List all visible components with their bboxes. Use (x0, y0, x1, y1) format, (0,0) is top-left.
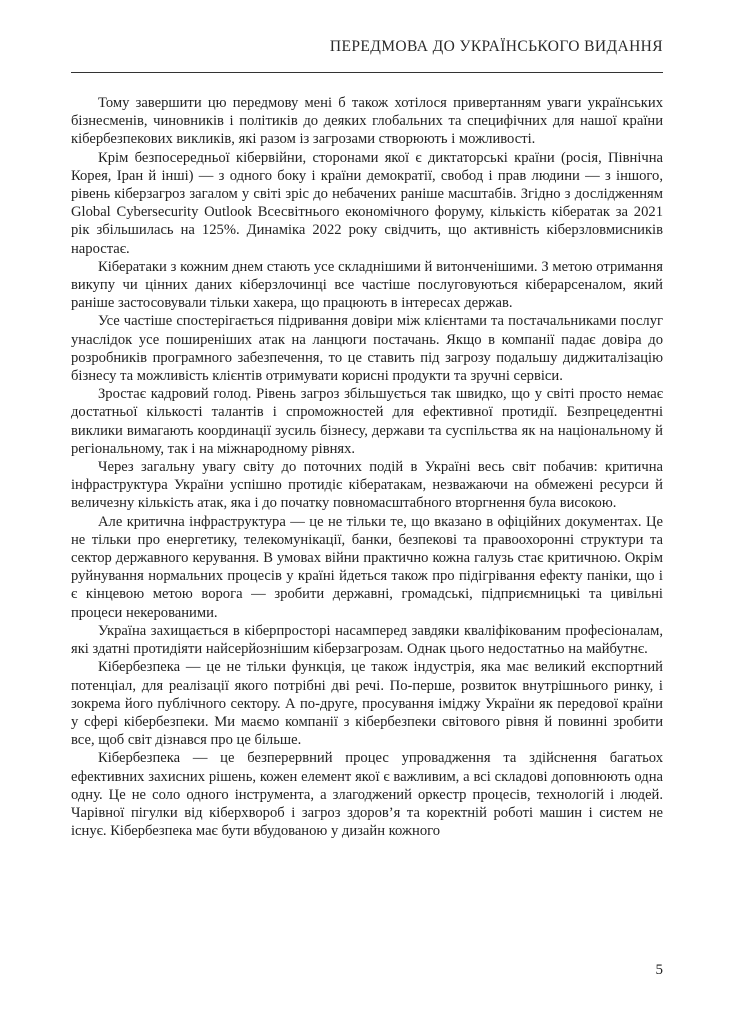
paragraph: Зростає кадровий голод. Рівень загроз збільшується так швидко, що у світі просто немає достатньої кількості талантів і спроможностей для ефективної протидії. Безпрецедентні виклики вимагають координації зусиль бізнесу, держави та суспільства як на національному й регіональному, так і на міжнародному рівнях. (71, 386, 663, 457)
header-rule (71, 72, 663, 73)
paragraph: Кібербезпека — це безперервний процес упровадження та здійснення багатьох ефективних захисних рішень, кожен елемент якої є важливим, а всі складові доповнюють одна одну. Це не соло одного інструмента, а злагоджений оркестр процесів, технологій і людей. Чарівної пігулки від кіберхвороб і загроз здоров’я та коректній роботі машин і систем не існує. Кібербезпека має бути вбудованою у дизайн кожного (71, 750, 663, 840)
paragraph: Але критична інфраструктура — це не тільки те, що вказано в офіційних документах. Це не тільки про енергетику, телекомунікації, банки, безпекові та правоохоронні структури та сектор державного керування. В умовах війни практично кожна галузь стає критичною. Окрім руйнування нормальних процесів у країні йдеться також про підігрівання ефекту паніки, що і є кінцевою метою ворога — зробити державні, громадські, підприємницькі та цивільні процеси некерованими. (71, 513, 663, 621)
body-text (71, 94, 663, 840)
paragraph: Через загальну увагу світу до поточних подій в Україні весь світ побачив: критична інфраструктура України успішно протидіє кібератакам, незважаючи на обмежені ресурси й величезну кількість атак, яка і до початку повномасштабного вторгнення була високою. (71, 459, 663, 512)
page-number: 5 (655, 962, 663, 978)
paragraph: Кібербезпека — це не тільки функція, це також індустрія, яка має великий експортний потенціал, для реалізації якого потрібні дві речі. По-перше, розвиток внутрішнього ринку, і зокрема його публічного сектору. А по-друге, просування іміджу України як передової країни у сфері кібербезпеки. Ми маємо компанії з кібербезпеки світового рівня й повинні зробити все, щоб світ дізнався про це більше. (71, 659, 663, 749)
paragraph: Усе частіше спостерігається підривання довіри між клієнтами та постачальниками послуг унаслідок усе поширеніших атак на ланцюги постачань. Якщо в компанії падає довіра до розробників програмного забезпечення, то це ставить під загрозу подальшу диджиталізацію бізнесу та можливість клієнтів отримувати корисні продукти та зручні сервіси. (71, 313, 663, 385)
paragraph: Тому завершити цю передмову мені б також хотілося привертанням уваги українських бізнесменів, чиновників і політиків до деяких глобальних та специфічних для нашої країни кібербезпекових викликів, які разом із загрозами створюють і можливості. (71, 95, 663, 148)
running-header: ПЕРЕДМОВА ДО УКРАЇНСЬКОГО ВИДАННЯ (329, 38, 663, 55)
paragraph: Крім безпосередньої кібервійни, сторонами якої є диктаторські країни (росія, Північна Корея, Іран й інші) — з одного боку і країни демократії, свобод і прав людини — з іншого, рівень кіберзагроз загалом у світі зріс до небачених раніше масштабів. Згідно з дослідженням Global Cybersecurity Outlook Всесвітнього економічного форуму, кількість кібератак за 2021 рік збільшилась на 125%. Динаміка 2022 року свідчить, що активність кіберзловмисників наростає. (71, 149, 663, 257)
paragraph: Україна захищається в кіберпросторі насамперед завдяки кваліфікованим професіоналам, які здатні протидіяти найсерйознішим кіберзагрозам. Однак цього недостатньо на майбутнє. (71, 622, 663, 658)
paragraph: Кібератаки з кожним днем стають усе складнішими й витонченішими. З метою отримання викупу чи цінних даних кіберзлочинці все частіше послуговуються кіберарсеналом, який раніше застосовували тільки хакера, що працюють в інтересах держав. (71, 258, 663, 312)
